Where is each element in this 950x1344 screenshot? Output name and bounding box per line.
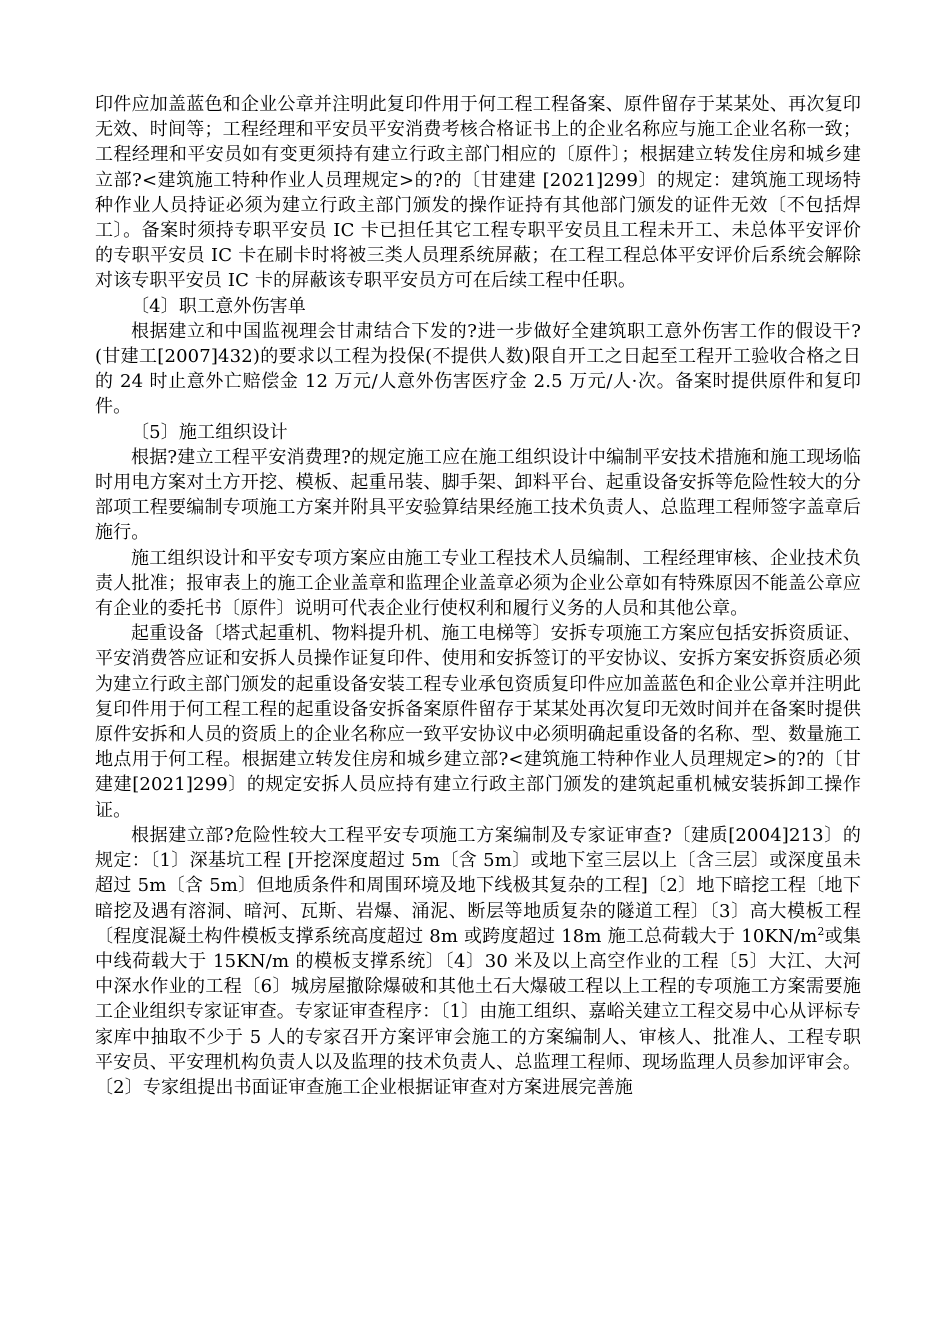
section-heading-5: 〔5〕施工组织设计 (131, 421, 288, 443)
paragraph: 根据?建立工程平安消费理?的规定施工应在施工组织设计中编制平安技术措施和施工现场临时用电方案对土方开挖、模板、起重吊装、脚手架、卸料平台、起重设备安拆等危险性较大的分部项工程要编制专项施工方案并附具平安验算结果经施工技术负责人、总监理工程师签字盖章后施行。 (95, 446, 861, 544)
paragraph (95, 823, 861, 1100)
paragraph-text: 根据建立部?危险性较大工程平安专项施工方案编制及专家证审查?〔建质[2004]213〕的规定：〔1〕深基坑工程 [开挖深度超过 5m〔含 5m〕或地下室三层以上〔含三层〕或深度虽未超过 5m〔含 5m〕但地质条件和周围环境及地下线极其复杂的工程]〔2〕地下暗挖工程〔地下暗挖及遇有溶洞、暗河、瓦斯、岩爆、涌泥、断层等地质复杂的隧道工程〕〔3〕高大模板工程〔程度混凝土构件模板支撑系统高度超过 8m 或跨度超过 18m 施工总荷载大于 10KN/m (95, 824, 861, 947)
paragraph: 印件应加盖蓝色和企业公章并注明此复印件用于何工程工程备案、原件留存于某某处、再次复印无效、时间等；工程经理和平安员平安消费考核合格证书上的企业名称应与施工企业名称一致；工程经理和平安员如有变更须持有建立行政主部门相应的〔原件〕；根据建立转发住房和城乡建立部?<建筑施工特种作业人员理规定>的?的〔甘建建 [2021]299〕的规定：建筑施工现场特种作业人员持证必须为建立行政主部门颁发的操作证持有其他部门颁发的证件无效〔不包括焊工〕。备案时须持专职平安员 IC 卡已担任其它工程专职平安员且工程未开工、未总体平安评价的专职平安员 IC 卡在刷卡时将被三类人员理系统屏蔽；在工程工程总体平安评价后系统会解除对该专职平安员 IC 卡的屏蔽该专职平安员方可在后续工程中任职。 (95, 94, 861, 292)
paragraph-text: 或集中线荷载大于 15KN/m 的模板支撑系统〕〔4〕30 米及以上高空作业的工程〔5〕大江、大河中深水作业的工程〔6〕城房屋撤除爆破和其他土石大爆破工程以上工程的专项施工方案需要施工企业组织专家证审查。专家证审查程序：〔1〕由施工组织、嘉峪关建立工程交易中心从评标专家库中抽取不少于 5 人的专家召开方案评审会施工的方案编制人、审核人、批准人、工程专职平安员、平安理机构负责人以及监理的技术负责人、总监理工程师、现场监理人员参加评审会。〔2〕专家组提出书面证审查施工企业根据证审查对方案进展完善施 (95, 925, 861, 1098)
superscript: 2 (817, 924, 825, 938)
section-heading-4: 〔4〕职工意外伤害单 (131, 295, 306, 317)
paragraph: 起重设备〔塔式起重机、物料提升机、施工电梯等〕安拆专项施工方案应包括安拆资质证、平安消费答应证和安拆人员操作证复印件、使用和安拆签订的平安协议、安拆方案安拆资质必须为建立行政主部门颁发的起重设备安装工程专业承包资质复印件应加盖蓝色和企业公章并注明此复印件用于何工程工程的起重设备安拆备案原件留存于某某处再次复印无效时间并在备案时提供原件安拆和人员的资质上的企业名称应一致平安协议中必须明确起重设备的名称、型、数量施工地点用于何工程。根据建立转发住房和城乡建立部?<建筑施工特种作业人员理规定>的?的〔甘建建[2021]299〕的规定安拆人员应持有建立行政主部门颁发的建筑起重机械安装拆卸工操作证。 (95, 623, 861, 821)
document-page (95, 92, 861, 1100)
paragraph: 根据建立和中国监视理会甘肃结合下发的?进一步做好全建筑职工意外伤害工作的假设干?(甘建工[2007]432)的要求以工程为投保(不提供人数)限自开工之日起至工程开工验收合格之日的 24 时止意外亡赔偿金 12 万元/人意外伤害医疗金 2.5 万元/人·次。备案时提供原件和复印件。 (95, 320, 861, 418)
paragraph: 施工组织设计和平安专项方案应由施工专业工程技术人员编制、工程经理审核、企业技术负责人批准；报审表上的施工企业盖章和监理企业盖章必须为企业公章如有特殊原因不能盖公章应有企业的委托书〔原件〕说明可代表企业行使权利和履行义务的人员和其他公章。 (95, 547, 861, 620)
